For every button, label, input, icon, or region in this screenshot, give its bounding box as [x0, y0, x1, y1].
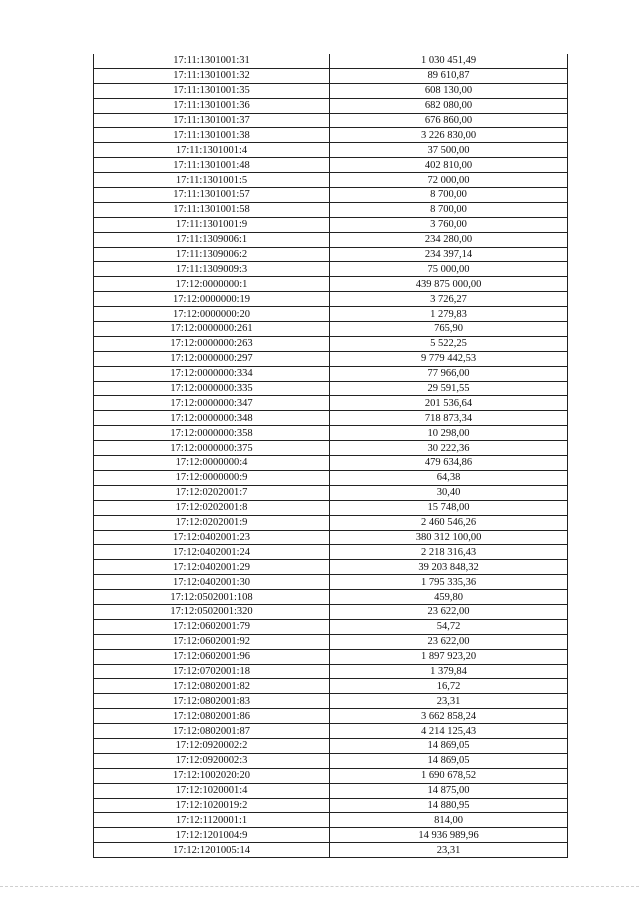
table-row [94, 411, 568, 426]
table-row [94, 322, 568, 337]
table-row [94, 188, 568, 203]
cadastral-number-cell: 17:12:0602001:96 [94, 649, 330, 664]
table-row [94, 724, 568, 739]
cadastral-number-cell: 17:11:1301001:31 [94, 54, 330, 68]
table-row [94, 217, 568, 232]
cadastral-number-cell: 17:11:1301001:32 [94, 68, 330, 83]
amount-cell: 16,72 [330, 679, 568, 694]
amount-cell: 234 397,14 [330, 247, 568, 262]
table-row [94, 738, 568, 753]
amount-cell: 8 700,00 [330, 188, 568, 203]
amount-cell: 3 662 858,24 [330, 709, 568, 724]
cadastral-number-cell: 17:12:0920002:3 [94, 753, 330, 768]
amount-cell: 5 522,25 [330, 336, 568, 351]
amount-cell: 3 226 830,00 [330, 128, 568, 143]
cadastral-number-cell: 17:11:1309006:2 [94, 247, 330, 262]
amount-cell: 30,40 [330, 485, 568, 500]
table-row [94, 470, 568, 485]
amount-cell: 8 700,00 [330, 202, 568, 217]
table-row [94, 54, 568, 68]
cadastral-number-cell: 17:12:0000000:9 [94, 470, 330, 485]
table-row [94, 634, 568, 649]
cadastral-number-cell: 17:12:0202001:9 [94, 515, 330, 530]
cadastral-number-cell: 17:12:0000000:375 [94, 441, 330, 456]
cadastral-number-cell: 17:11:1301001:36 [94, 98, 330, 113]
table-row [94, 500, 568, 515]
amount-cell: 10 298,00 [330, 426, 568, 441]
amount-cell: 89 610,87 [330, 68, 568, 83]
table-row [94, 768, 568, 783]
cadastral-number-cell: 17:12:0000000:263 [94, 336, 330, 351]
cadastral-number-cell: 17:11:1301001:57 [94, 188, 330, 203]
cadastral-number-cell: 17:12:1020019:2 [94, 798, 330, 813]
amount-cell: 30 222,36 [330, 441, 568, 456]
amount-cell: 2 460 546,26 [330, 515, 568, 530]
cadastral-number-cell: 17:11:1301001:4 [94, 143, 330, 158]
amount-cell: 3 760,00 [330, 217, 568, 232]
cadastral-number-cell: 17:12:0802001:86 [94, 709, 330, 724]
amount-cell: 23,31 [330, 694, 568, 709]
cadastral-number-cell: 17:12:0000000:348 [94, 411, 330, 426]
amount-cell: 1 379,84 [330, 664, 568, 679]
table-body [94, 54, 568, 858]
cadastral-number-cell: 17:12:0000000:1 [94, 277, 330, 292]
cadastral-number-cell: 17:12:0920002:2 [94, 738, 330, 753]
cadastral-number-cell: 17:12:0802001:83 [94, 694, 330, 709]
cadastral-number-cell: 17:12:0000000:4 [94, 456, 330, 471]
table-row [94, 456, 568, 471]
table-row [94, 158, 568, 173]
table-row [94, 307, 568, 322]
cadastral-number-cell: 17:12:0000000:334 [94, 366, 330, 381]
table-row [94, 783, 568, 798]
table-row [94, 813, 568, 828]
cadastral-number-cell: 17:12:0000000:19 [94, 292, 330, 307]
table-row [94, 709, 568, 724]
cadastral-number-cell: 17:11:1309006:1 [94, 232, 330, 247]
table-row [94, 366, 568, 381]
amount-cell: 765,90 [330, 322, 568, 337]
table-row [94, 515, 568, 530]
amount-cell: 479 634,86 [330, 456, 568, 471]
amount-cell: 23 622,00 [330, 634, 568, 649]
amount-cell: 14 936 989,96 [330, 828, 568, 843]
cadastral-number-cell: 17:12:0502001:320 [94, 604, 330, 619]
cadastral-value-table [93, 54, 568, 858]
table-row [94, 694, 568, 709]
table-row [94, 619, 568, 634]
cadastral-number-cell: 17:11:1301001:48 [94, 158, 330, 173]
table-row [94, 262, 568, 277]
amount-cell: 14 875,00 [330, 783, 568, 798]
table-row [94, 485, 568, 500]
table-row [94, 798, 568, 813]
table-row [94, 277, 568, 292]
amount-cell: 439 875 000,00 [330, 277, 568, 292]
cadastral-number-cell: 17:12:0000000:261 [94, 322, 330, 337]
table-row [94, 381, 568, 396]
table-row [94, 828, 568, 843]
amount-cell: 14 869,05 [330, 738, 568, 753]
amount-cell: 72 000,00 [330, 173, 568, 188]
amount-cell: 380 312 100,00 [330, 530, 568, 545]
cadastral-number-cell: 17:12:0000000:358 [94, 426, 330, 441]
amount-cell: 23,31 [330, 843, 568, 858]
amount-cell: 676 860,00 [330, 113, 568, 128]
cadastral-number-cell: 17:11:1301001:58 [94, 202, 330, 217]
amount-cell: 15 748,00 [330, 500, 568, 515]
cadastral-number-cell: 17:11:1301001:38 [94, 128, 330, 143]
amount-cell: 1 030 451,49 [330, 54, 568, 68]
cadastral-number-cell: 17:12:0802001:82 [94, 679, 330, 694]
cadastral-number-cell: 17:12:1201004:9 [94, 828, 330, 843]
cadastral-number-cell: 17:12:1201005:14 [94, 843, 330, 858]
cadastral-number-cell: 17:12:0802001:87 [94, 724, 330, 739]
table-row [94, 664, 568, 679]
table-row [94, 247, 568, 262]
table-row [94, 530, 568, 545]
amount-cell: 4 214 125,43 [330, 724, 568, 739]
cadastral-number-cell: 17:12:0702001:18 [94, 664, 330, 679]
amount-cell: 37 500,00 [330, 143, 568, 158]
cadastral-number-cell: 17:11:1309009:3 [94, 262, 330, 277]
table-row [94, 843, 568, 858]
amount-cell: 201 536,64 [330, 396, 568, 411]
cadastral-number-cell: 17:11:1301001:35 [94, 83, 330, 98]
amount-cell: 402 810,00 [330, 158, 568, 173]
amount-cell: 14 880,95 [330, 798, 568, 813]
cadastral-number-cell: 17:11:1301001:37 [94, 113, 330, 128]
cadastral-number-cell: 17:12:0000000:297 [94, 351, 330, 366]
amount-cell: 459,80 [330, 590, 568, 605]
amount-cell: 1 690 678,52 [330, 768, 568, 783]
amount-cell: 608 130,00 [330, 83, 568, 98]
table-row [94, 113, 568, 128]
table-row [94, 575, 568, 590]
cadastral-number-cell: 17:12:0000000:335 [94, 381, 330, 396]
table-row [94, 128, 568, 143]
table-row [94, 98, 568, 113]
page-bottom-edge [0, 886, 639, 887]
table-row [94, 68, 568, 83]
table-row [94, 590, 568, 605]
amount-cell: 9 779 442,53 [330, 351, 568, 366]
amount-cell: 1 795 335,36 [330, 575, 568, 590]
table-row [94, 604, 568, 619]
table-row [94, 441, 568, 456]
cadastral-number-cell: 17:11:1301001:9 [94, 217, 330, 232]
cadastral-number-cell: 17:12:1002020:20 [94, 768, 330, 783]
cadastral-number-cell: 17:12:1120001:1 [94, 813, 330, 828]
cadastral-number-cell: 17:12:0602001:92 [94, 634, 330, 649]
cadastral-number-cell: 17:12:0402001:29 [94, 560, 330, 575]
amount-cell: 2 218 316,43 [330, 545, 568, 560]
cadastral-number-cell: 17:12:0402001:24 [94, 545, 330, 560]
amount-cell: 682 080,00 [330, 98, 568, 113]
amount-cell: 77 966,00 [330, 366, 568, 381]
table-row [94, 202, 568, 217]
amount-cell: 75 000,00 [330, 262, 568, 277]
amount-cell: 39 203 848,32 [330, 560, 568, 575]
cadastral-number-cell: 17:12:0000000:20 [94, 307, 330, 322]
table-row [94, 336, 568, 351]
cadastral-number-cell: 17:12:1020001:4 [94, 783, 330, 798]
table-row [94, 351, 568, 366]
amount-cell: 23 622,00 [330, 604, 568, 619]
amount-cell: 29 591,55 [330, 381, 568, 396]
amount-cell: 234 280,00 [330, 232, 568, 247]
amount-cell: 14 869,05 [330, 753, 568, 768]
table-row [94, 396, 568, 411]
cadastral-number-cell: 17:12:0000000:347 [94, 396, 330, 411]
table-row [94, 292, 568, 307]
table-row [94, 83, 568, 98]
table-row [94, 232, 568, 247]
amount-cell: 64,38 [330, 470, 568, 485]
cadastral-number-cell: 17:12:0202001:7 [94, 485, 330, 500]
table-row [94, 173, 568, 188]
table-row [94, 426, 568, 441]
table-row [94, 560, 568, 575]
table-row [94, 143, 568, 158]
table-row [94, 753, 568, 768]
cadastral-number-cell: 17:12:0602001:79 [94, 619, 330, 634]
amount-cell: 3 726,27 [330, 292, 568, 307]
table-row [94, 545, 568, 560]
table-row [94, 679, 568, 694]
cadastral-number-cell: 17:12:0402001:30 [94, 575, 330, 590]
amount-cell: 1 279,83 [330, 307, 568, 322]
table-row [94, 649, 568, 664]
amount-cell: 1 897 923,20 [330, 649, 568, 664]
amount-cell: 718 873,34 [330, 411, 568, 426]
cadastral-number-cell: 17:11:1301001:5 [94, 173, 330, 188]
cadastral-number-cell: 17:12:0402001:23 [94, 530, 330, 545]
cadastral-number-cell: 17:12:0502001:108 [94, 590, 330, 605]
amount-cell: 814,00 [330, 813, 568, 828]
cadastral-number-cell: 17:12:0202001:8 [94, 500, 330, 515]
amount-cell: 54,72 [330, 619, 568, 634]
